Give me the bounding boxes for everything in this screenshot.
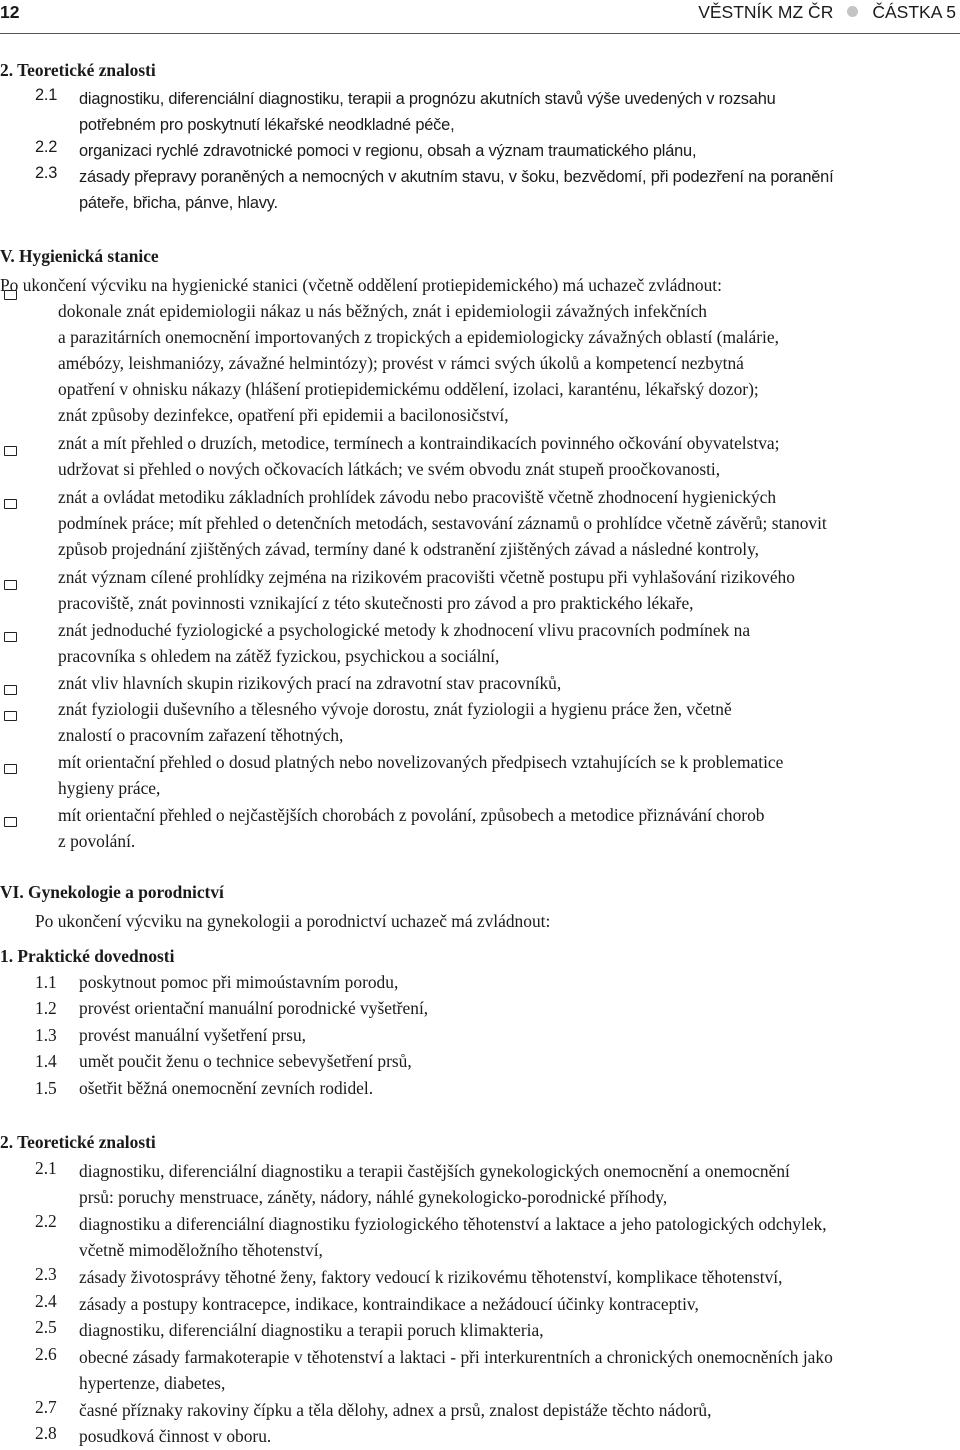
heading-number: 2.: [0, 60, 14, 80]
item-text: provést manuální vyšetření prsu,: [79, 1025, 306, 1045]
subsection-heading: 1. Praktické dovednosti: [0, 946, 175, 966]
text-line: mít orientační přehled o nejčastějších chorobách z povolání, způsobech a metodice přiznávání chorob: [58, 805, 765, 825]
text-line: hygieny práce,: [58, 778, 161, 798]
item-number: 1.1: [35, 972, 57, 992]
text-line: zásady a postupy kontracepce, indikace, kontraindikace a nežádoucí účinky kontraceptiv,: [79, 1294, 699, 1314]
item-text: [79, 1291, 956, 1317]
text-line: znát způsoby dezinfekce, opatření při epidemii a bacilonosičství,: [58, 405, 509, 425]
text-line: dokonale znát epidemiologii nákaz u nás běžných, znát i epidemiologii závažných infekčních: [58, 301, 708, 321]
item-number: 2.8: [35, 1423, 57, 1443]
top-heading: [0, 60, 156, 81]
checkbox-bullet-icon: [4, 290, 17, 300]
item-text: [79, 1397, 956, 1423]
separator-dot-icon: [847, 6, 858, 17]
text-line: diagnostiku a diferenciální diagnostiku fyziologického těhotenství a laktace a jeho patologických odchylek,: [79, 1214, 827, 1234]
text-line: způsob projednání zjištěných závad, termíny dané k odstranění zjištěných závad a následné kontroly,: [58, 539, 760, 559]
text-line: opatření v ohnisku nákazy (hlášení protiepidemickému oddělení, izolaci, karanténu, lékařský dozor);: [58, 379, 759, 399]
heading-title: Teoretické znalosti: [17, 60, 156, 80]
bullet-text: [58, 298, 956, 428]
item-text: umět poučit ženu o technice sebevyšetření prsů,: [79, 1051, 412, 1071]
item-number: 2.1: [35, 86, 58, 104]
issue-part: ČÁSTKA 5: [872, 2, 956, 22]
text-line: amébózy, leishmaniózy, závažné helmintózy); provést v rámci svých úkolů a kompetencí nezbytná: [58, 353, 744, 373]
item-text: ošetřit běžná onemocnění zevních rodidel.: [79, 1078, 374, 1098]
item-text: [79, 164, 955, 216]
page-number: 12: [0, 2, 20, 22]
item-number: 2.7: [35, 1397, 57, 1417]
text-line: obecné zásady farmakoterapie v těhotenství a laktaci - při interkurentních a chronických onemocněních jako: [79, 1347, 833, 1367]
item-number: 1.3: [35, 1025, 57, 1045]
text-line: včetně mimoděložního těhotenství,: [79, 1240, 323, 1260]
bullet-text: [58, 430, 956, 482]
text-line: znát a mít přehled o druzích, metodice, termínech a kontraindikacích povinného očkování obyvatelstva;: [58, 433, 780, 453]
text-line: diagnostiku, diferenciální diagnostiku a terapii častějších gynekologických onemocnění a onemocnění: [79, 1161, 790, 1181]
page-header: [0, 0, 960, 28]
bullet-text: [58, 696, 956, 748]
text-line: a parazitárních onemocnění importovaných z tropických a epidemiologicky závažných oblastí (malárie,: [58, 327, 779, 347]
text-line: diagnostiku, diferenciální diagnostiku, terapii a prognózu akutních stavů výše uvedených v rozsahu: [79, 90, 776, 108]
text-line: podmínek práce; mít přehled o detenčních metodách, sestavování záznamů o prohlídce včetně závěrů; stanovit: [58, 513, 827, 533]
text-line: pracoviště, znát povinnosti vznikající z této skutečnosti pro závod a pro praktického lékaře,: [58, 593, 694, 613]
item-number: 1.2: [35, 998, 57, 1018]
item-number: 2.6: [35, 1344, 57, 1364]
text-line: znalostí o pracovním zařazení těhotných,: [58, 725, 344, 745]
text-line: diagnostiku, diferenciální diagnostiku a terapii poruch klimakteria,: [79, 1320, 544, 1340]
item-number: 2.2: [35, 1211, 57, 1231]
section-intro: Po ukončení výcviku na hygienické stanici (včetně oddělení protiepidemického) má uchazeč zvládnout:: [0, 275, 722, 295]
text-line: posudková činnost v oboru.: [79, 1426, 272, 1446]
bullet-text: [58, 617, 956, 669]
checkbox-bullet-icon: [4, 685, 17, 695]
item-number: 1.5: [35, 1078, 57, 1098]
text-line: hypertenze, diabetes,: [79, 1373, 226, 1393]
text-line: znát a ovládat metodiku základních prohlídek závodu nebo pracoviště včetně zhodnocení hygienických: [58, 487, 777, 507]
item-text: [79, 1211, 956, 1263]
bullet-text: [58, 484, 956, 562]
item-number: 2.5: [35, 1317, 57, 1337]
text-line: znát význam cílené prohlídky zejména na rizikovém pracovišti včetně postupu při vyhlašování rizikového: [58, 567, 795, 587]
text-line: páteře, břicha, pánve, hlavy.: [79, 194, 278, 212]
checkbox-bullet-icon: [4, 764, 17, 774]
text-line: zásady přepravy poraněných a nemocných v akutním stavu, v šoku, bezvědomí, při podezření na poranění: [79, 168, 834, 186]
checkbox-bullet-icon: [4, 817, 17, 827]
subsection-heading: 2. Teoretické znalosti: [0, 1132, 156, 1152]
item-text: [79, 1158, 956, 1210]
header-rule: [0, 33, 960, 34]
item-number: 2.4: [35, 1291, 57, 1311]
text-line: znát jednoduché fyziologické a psychologické metody k zhodnocení vlivu pracovních podmínek na: [58, 620, 751, 640]
checkbox-bullet-icon: [4, 499, 17, 509]
item-text: [79, 138, 955, 164]
item-text: [79, 1264, 956, 1290]
text-line: mít orientační přehled o dosud platných nebo novelizovaných předpisech vztahujících se k problematice: [58, 752, 784, 772]
item-text: [79, 1344, 956, 1396]
text-line: znát fyziologii duševního a tělesného vývoje dorostu, znát fyziologii a hygienu práce žen, včetně: [58, 699, 732, 719]
section-heading: V. Hygienická stanice: [0, 246, 159, 266]
journal-name: VĚSTNÍK MZ ČR: [698, 2, 834, 22]
text-line: z povolání.: [58, 831, 136, 851]
text-line: znát vliv hlavních skupin rizikových prací na zdravotní stav pracovníků,: [58, 673, 562, 693]
text-line: pracovníka s ohledem na zátěž fyzickou, psychickou a sociální,: [58, 646, 500, 666]
text-line: časné příznaky rakoviny čípku a těla dělohy, adnex a prsů, znalost depistáže těchto nádorů,: [79, 1400, 712, 1420]
text-line: potřebném pro poskytnutí lékařské neodkladné péče,: [79, 116, 455, 134]
checkbox-bullet-icon: [4, 446, 17, 456]
item-number: 2.2: [35, 138, 58, 156]
text-line: organizaci rychlé zdravotnické pomoci v regionu, obsah a význam traumatického plánu,: [79, 142, 697, 160]
checkbox-bullet-icon: [4, 580, 17, 590]
text-line: zásady životosprávy těhotné ženy, faktory vedoucí k rizikovému těhotenství, komplikace těhotenství,: [79, 1267, 783, 1287]
item-text: provést orientační manuální porodnické vyšetření,: [79, 998, 429, 1018]
item-text: [79, 1423, 956, 1449]
checkbox-bullet-icon: [4, 632, 17, 642]
item-text: poskytnout pomoc při mimoústavním porodu,: [79, 972, 399, 992]
bullet-text: [58, 802, 956, 854]
text-line: udržovat si přehled o nových očkovacích látkách; ve svém obvodu znát stupeň proočkovanosti,: [58, 459, 721, 479]
item-number: 2.3: [35, 1264, 57, 1284]
bullet-text: [58, 564, 956, 616]
item-text: [79, 1317, 956, 1343]
running-title: [698, 2, 956, 23]
item-number: 2.1: [35, 1158, 57, 1178]
section-intro: Po ukončení výcviku na gynekologii a porodnictví uchazeč má zvládnout:: [35, 911, 551, 931]
text-line: prsů: poruchy menstruace, záněty, nádory, náhlé gynekologicko-porodnické příhody,: [79, 1187, 668, 1207]
bullet-text: [58, 749, 956, 801]
item-number: 1.4: [35, 1051, 57, 1071]
bullet-text: [58, 670, 956, 696]
checkbox-bullet-icon: [4, 711, 17, 721]
item-number: 2.3: [35, 164, 58, 182]
section-heading: VI. Gynekologie a porodnictví: [0, 882, 224, 902]
item-text: [79, 86, 955, 138]
